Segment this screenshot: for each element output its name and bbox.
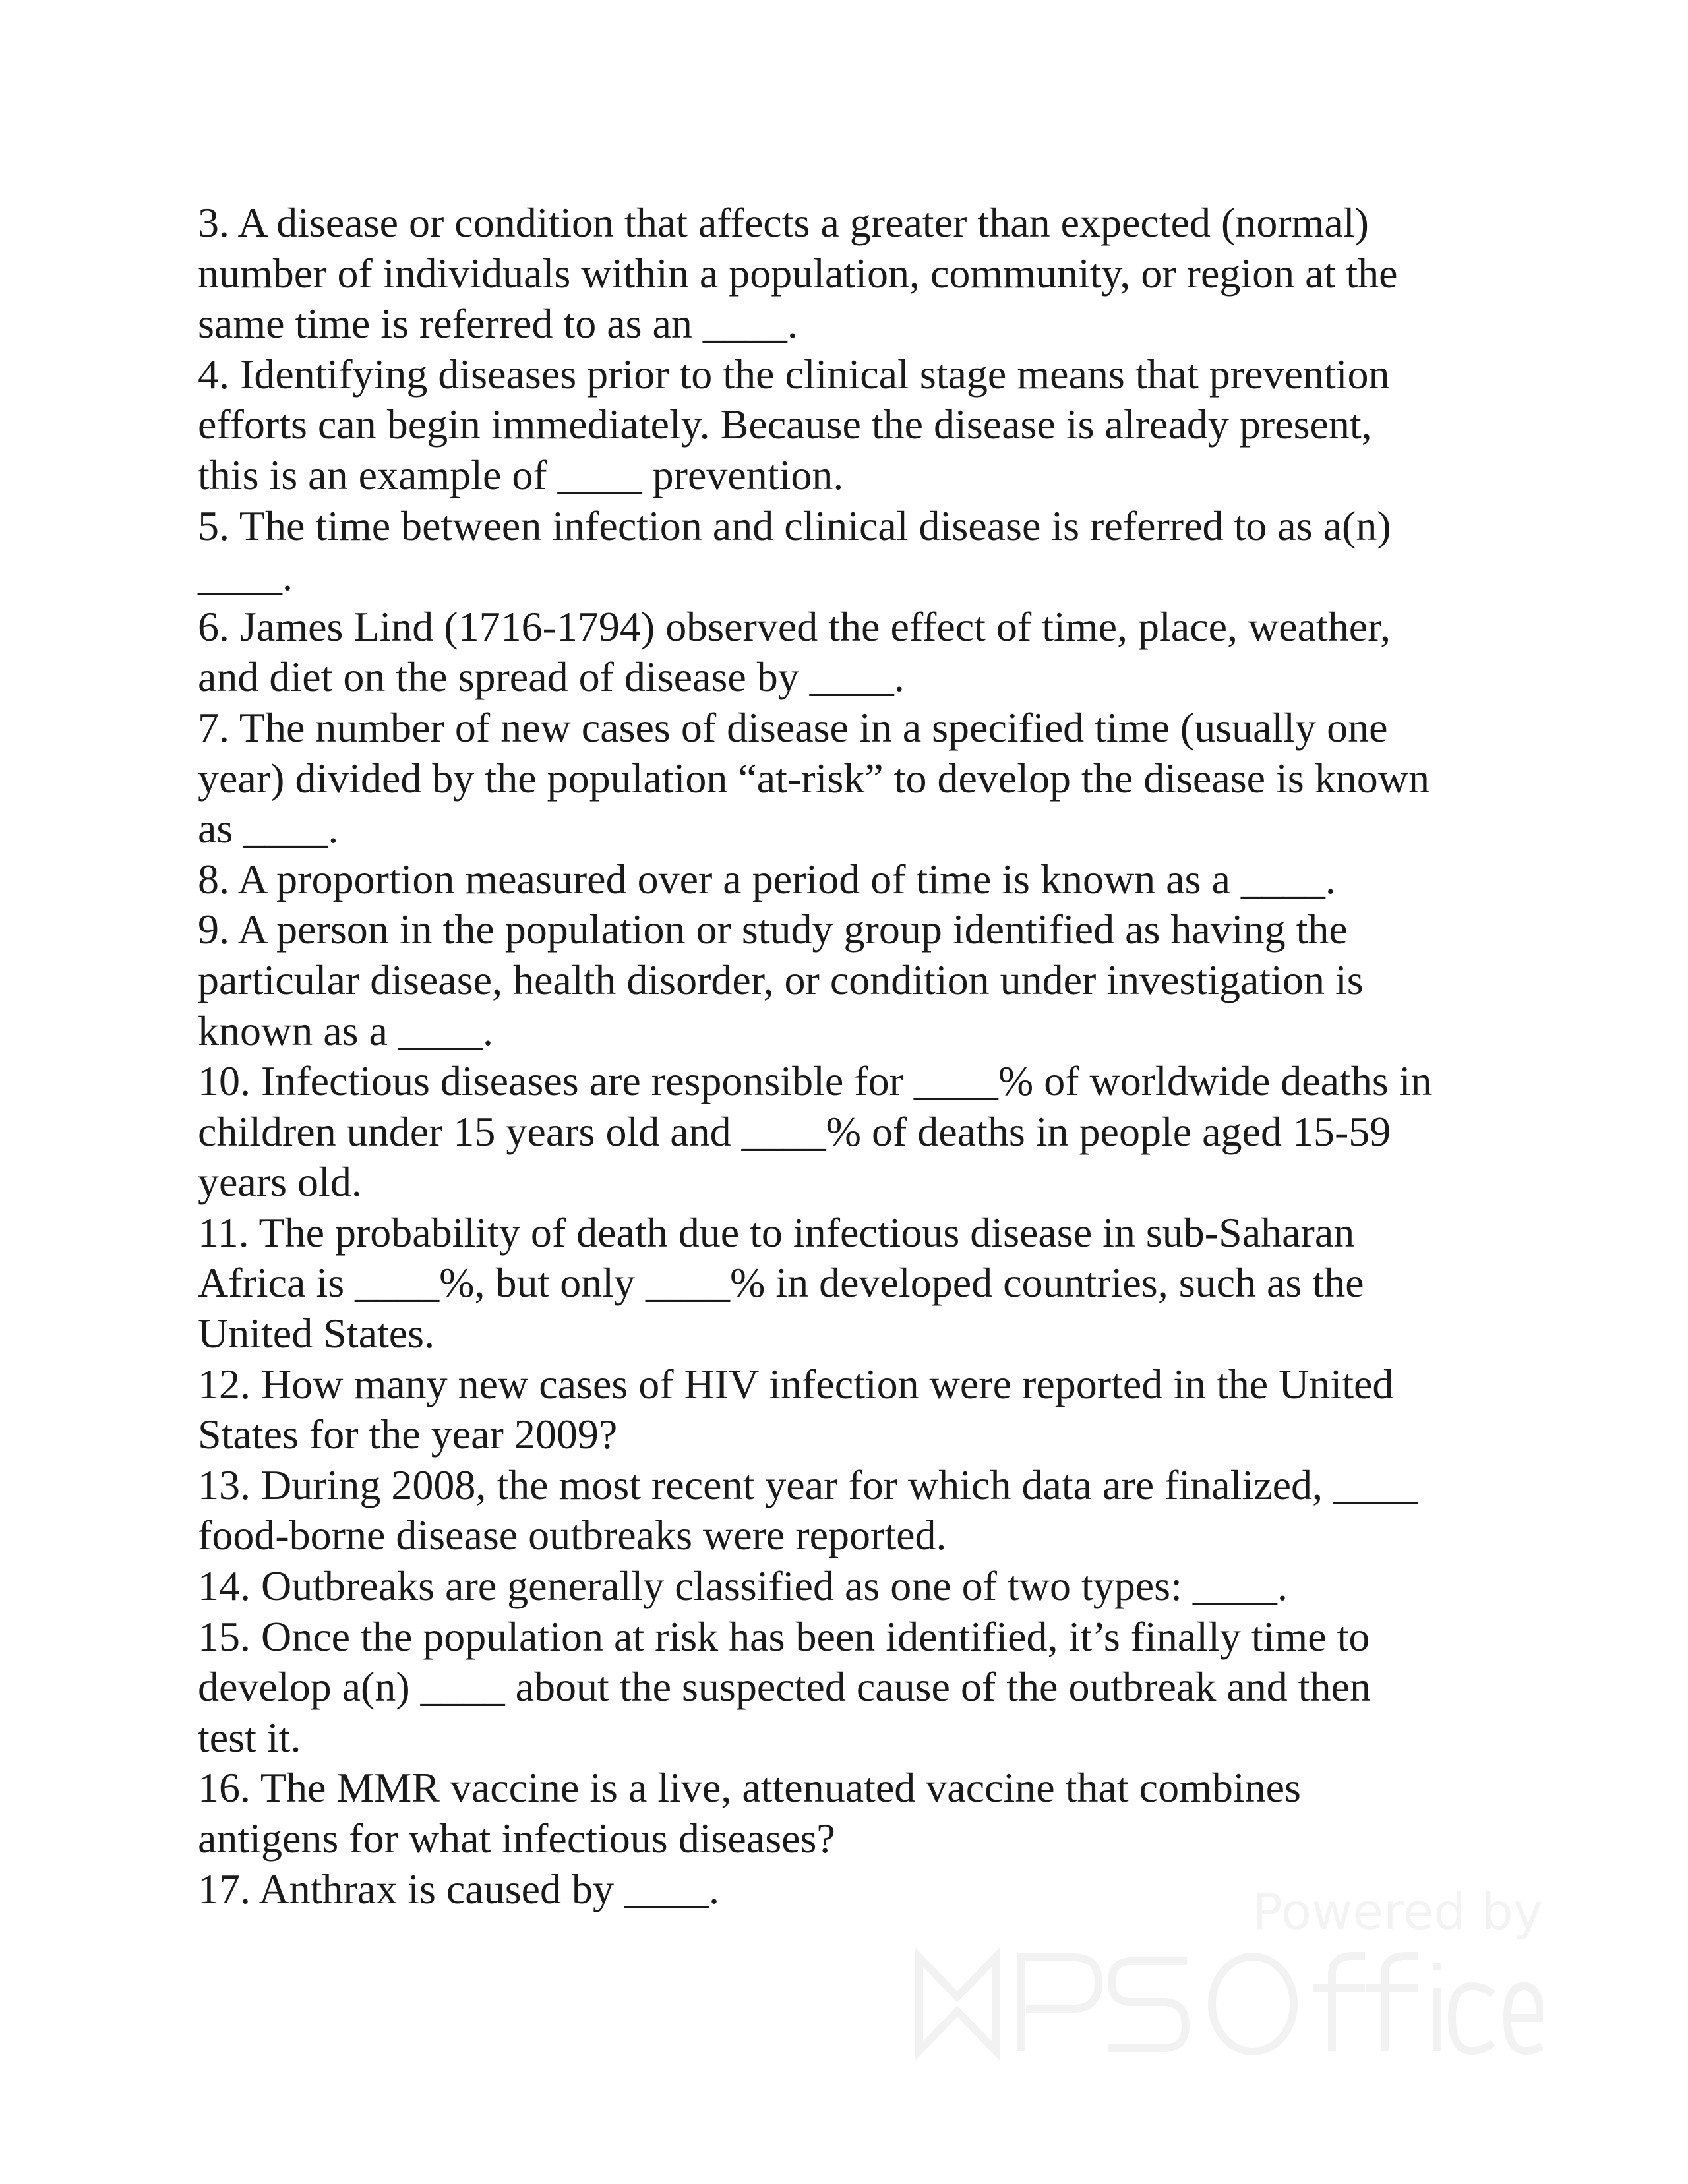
document-text-line: known as a ____. <box>198 1007 493 1054</box>
document-text-line: as ____. <box>198 805 339 852</box>
document-text-line: test it. <box>198 1713 301 1761</box>
document-text-line: 3. A disease or condition that affects a greater than expected (normal) <box>198 199 1369 246</box>
document-text-line: 15. Once the population at risk has been identified, it’s finally time to <box>198 1612 1370 1660</box>
document-text-line: 17. Anthrax is caused by ____. <box>198 1865 719 1912</box>
document-text-line: 11. The probability of death due to infectious disease in sub-Saharan <box>198 1208 1355 1256</box>
document-text-line: number of individuals within a population, community, or region at the <box>198 249 1398 297</box>
document-text-line: 8. A proportion measured over a period of time is known as a ____. <box>198 855 1336 902</box>
document-text-line: United States. <box>198 1310 435 1357</box>
document-text-line: antigens for what infectious diseases? <box>198 1815 835 1862</box>
document-text-line: Africa is ____%, but only ____% in developed countries, such as the <box>198 1259 1364 1307</box>
wps-office-logo-icon <box>910 1948 1543 2060</box>
document-text-line: year) divided by the population “at-risk” to develop the disease is known <box>198 754 1430 802</box>
document-text-line: particular disease, health disorder, or condition under investigation is <box>198 956 1364 1003</box>
document-text-line: 6. James Lind (1716-1794) observed the effect of time, place, weather, <box>198 603 1391 650</box>
document-text-line: ____. <box>198 552 293 600</box>
document-text-line: 13. During 2008, the most recent year for which data are finalized, ____ <box>198 1461 1418 1508</box>
document-text-line: 4. Identifying diseases prior to the clinical stage means that prevention <box>198 350 1390 398</box>
document-text-line: 10. Infectious diseases are responsible for ____% of worldwide deaths in <box>198 1057 1432 1105</box>
watermark-powered-by: Powered by <box>1252 1882 1543 1941</box>
document-text-line: 14. Outbreaks are generally classified as one of two types: ____. <box>198 1562 1288 1610</box>
document-text-line: 5. The time between infection and clinical disease is referred to as a(n) <box>198 502 1391 549</box>
document-text-line: 16. The MMR vaccine is a live, attenuated vaccine that combines <box>198 1764 1301 1812</box>
document-text-line: efforts can begin immediately. Because the disease is already present, <box>198 401 1372 448</box>
document-text-line: same time is referred to as an ____. <box>198 300 798 347</box>
document-text-line: States for the year 2009? <box>198 1411 618 1458</box>
document-text-line: 9. A person in the population or study group identified as having the <box>198 906 1348 953</box>
document-text-line: 12. How many new cases of HIV infection were reported in the United <box>198 1360 1394 1407</box>
document-text-line: and diet on the spread of disease by ____. <box>198 653 905 701</box>
document-text-line: food-borne disease outbreaks were reported. <box>198 1512 947 1559</box>
wps-office-watermark <box>910 1882 1543 2067</box>
question-list <box>198 198 1510 1914</box>
document-text-line: develop a(n) ____ about the suspected cause of the outbreak and then <box>198 1663 1371 1711</box>
document-text-line: 7. The number of new cases of disease in a specified time (usually one <box>198 703 1388 751</box>
document-text-line: this is an example of ____ prevention. <box>198 451 844 498</box>
document-text-line: children under 15 years old and ____% of deaths in people aged 15-59 <box>198 1107 1391 1155</box>
document-text-line: years old. <box>198 1158 362 1206</box>
